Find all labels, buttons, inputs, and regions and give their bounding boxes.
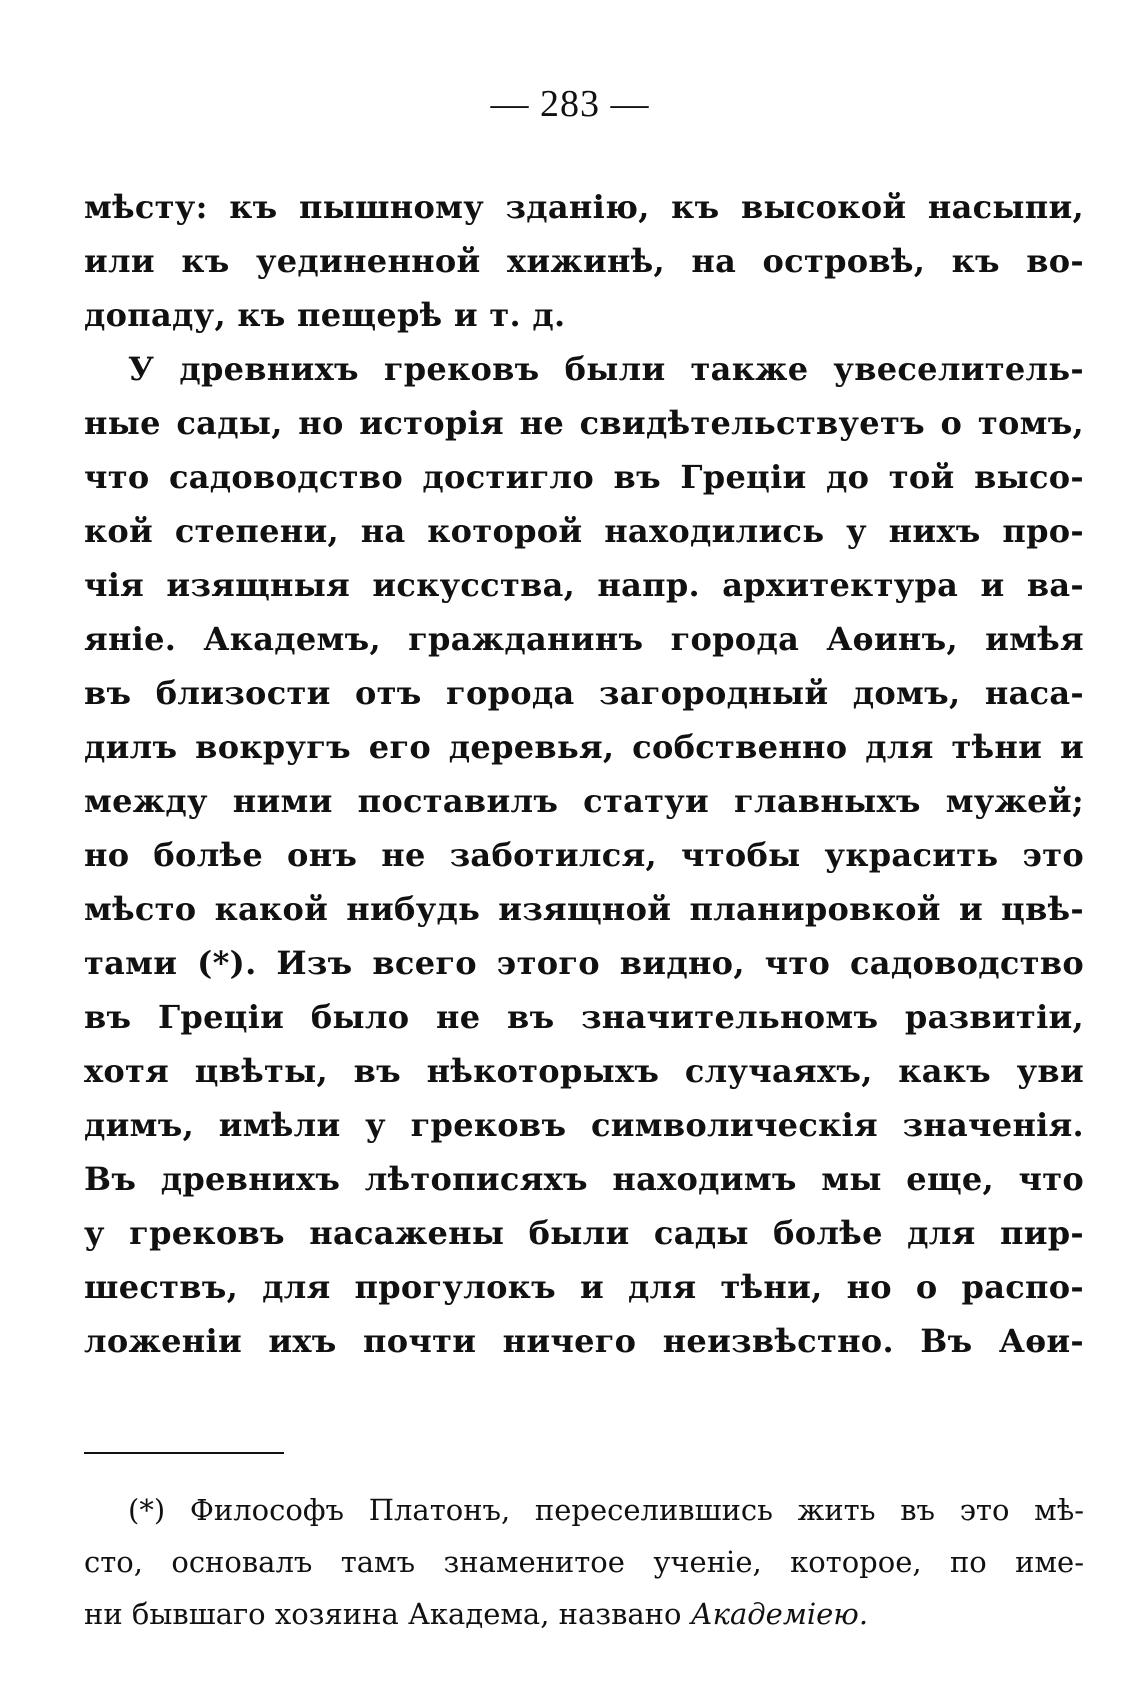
text-line: тами (*). Изъ всего этого видно, что садоводство [84, 944, 1084, 982]
page-number: — 283 — [490, 83, 650, 125]
text-line: димъ, имѣли у грековъ символическія значенія. [84, 1106, 1084, 1144]
text-line: но болѣе онъ не заботился, чтобы украсить это [84, 836, 1084, 874]
text-line: дилъ вокругъ его деревья, собственно для тѣни и [84, 728, 1084, 766]
text-line: шествъ, для прогулокъ и для тѣни, но о распо- [84, 1268, 1084, 1306]
footnote-divider [84, 1452, 284, 1454]
text-line: или къ уединенной хижинѣ, на островѣ, къ во- [84, 242, 1084, 280]
text-line: У древнихъ грековъ были также увеселитель- [128, 350, 1084, 388]
footnote-text: ни бывшаго хозяина Академа, названо [84, 1597, 691, 1631]
text-line: чія изящныя искусства, напр. архитектура и ва- [84, 566, 1084, 604]
text-line: допаду, къ пещерѣ и т. д. [84, 296, 566, 334]
text-line: яніе. Академъ, гражданинъ города Аѳинъ, имѣя [84, 620, 1084, 658]
text-line: ные сады, но исторія не свидѣтельствуетъ о томъ, [84, 404, 1084, 442]
text-line: хотя цвѣты, въ нѣкоторыхъ случаяхъ, какъ уви [84, 1052, 1084, 1090]
footnote [84, 1484, 1084, 1640]
text-line: въ Греціи было не въ значительномъ развитіи, [84, 998, 1084, 1036]
footnote-line [84, 1588, 1084, 1640]
footnote-line: (*) Философъ Платонъ, переселившись жить въ это мѣ- [128, 1493, 1084, 1527]
text-line: между ними поставилъ статуи главныхъ мужей; [84, 782, 1084, 820]
text-line: мѣсто какой нибудь изящной планировкой и цвѣ- [84, 890, 1084, 928]
footnote-line: сто, основалъ тамъ знаменитое ученіе, которое, по име- [84, 1545, 1084, 1579]
text-line: ложеніи ихъ почти ничего неизвѣстно. Въ Аѳи- [84, 1322, 1084, 1360]
body-text [84, 180, 1084, 1368]
text-line: мѣсту: къ пышному зданію, къ высокой насыпи, [84, 188, 1084, 226]
text-line: кой степени, на которой находились у нихъ про- [84, 512, 1084, 550]
text-line: въ близости отъ города загородный домъ, наса- [84, 674, 1084, 712]
footnote-italic-term: Академіею. [690, 1597, 869, 1631]
text-line: что садоводство достигло въ Греціи до той высо- [84, 458, 1084, 496]
text-line: у грековъ насажены были сады болѣе для пир- [84, 1214, 1084, 1252]
text-line: Въ древнихъ лѣтописяхъ находимъ мы еще, что [84, 1160, 1084, 1198]
